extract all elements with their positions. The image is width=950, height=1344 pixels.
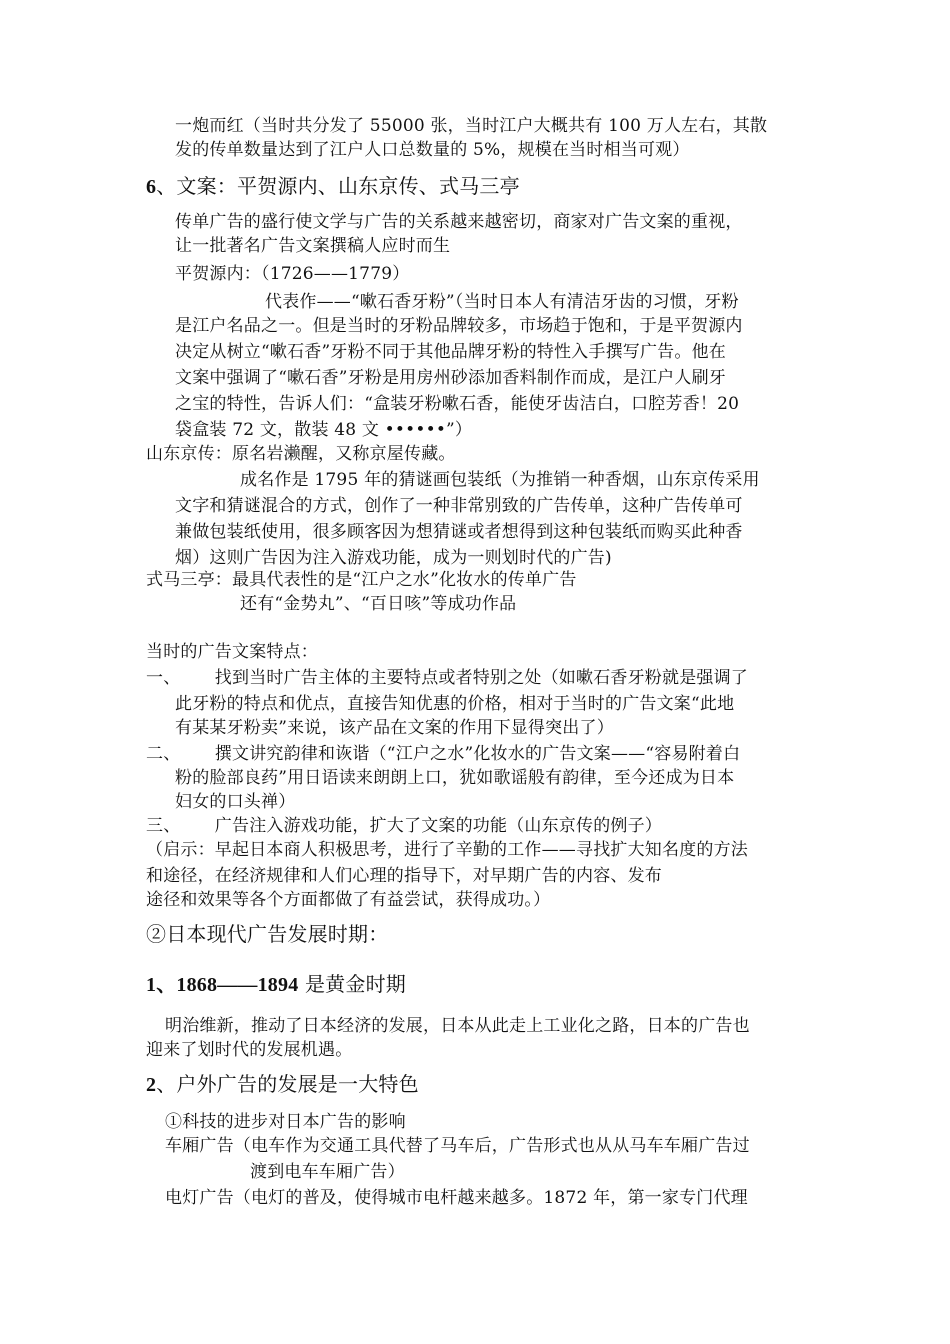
text-line: 之宝的特性，告诉人们：“盒装牙粉嗽石香，能使牙齿洁白，口腔芳香！20 <box>175 394 740 414</box>
text-line: 途径和效果等各个方面都做了有益尝试，获得成功。） <box>146 890 551 910</box>
text-line: 文案中强调了“嗽石香”牙粉是用房州砂添加香料制作而成，是江户人刷牙 <box>175 368 726 388</box>
text-line: 烟）这则广告因为注入游戏功能，成为一则划时代的广告) <box>175 548 612 568</box>
text-line: 文字和猜谜混合的方式，创作了一种非常别致的广告传单，这种广告传单可 <box>175 496 743 516</box>
section-heading <box>146 920 388 948</box>
list-item: 三、 广告注入游戏功能，扩大了文案的功能（山东京传的例子） <box>146 816 662 836</box>
heading-text: 、户外广告的发展是一大特色 <box>156 1072 419 1096</box>
list-item: 二、 撰文讲究韵律和诙谐（“江户之水”化妆水的广告文案——“容易附着白 <box>146 744 741 764</box>
text-line: 车厢广告（电车作为交通工具代替了马车后，广告形式也从从马车车厢广告过 <box>165 1136 750 1156</box>
text-line: 此牙粉的特点和优点，直接告知优惠的价格，相对于当时的广告文案“此地 <box>175 694 735 714</box>
text-line: 还有“金势丸”、“百日咳”等成功作品 <box>240 594 517 614</box>
section-heading <box>146 1070 419 1099</box>
text-line: 袋盒装 72 文，散装 48 文 ••••••”） <box>175 420 473 440</box>
section-heading <box>146 970 406 999</box>
heading-years: 1868——1894 <box>176 974 299 996</box>
text-line: 渡到电车车厢广告） <box>250 1162 405 1182</box>
text-line: 发的传单数量达到了江户人口总数量的 5%，规模在当时相当可观） <box>175 140 690 160</box>
text-line: 有某某牙粉卖”来说，该产品在文案的作用下显得突出了） <box>175 718 614 738</box>
section-heading <box>146 172 520 201</box>
text-line: 妇女的口头禅） <box>175 792 296 812</box>
list-item: 一、 找到当时广告主体的主要特点或者特别之处（如嗽石香牙粉就是强调了 <box>146 668 748 688</box>
heading-number: 2 <box>146 1074 157 1096</box>
text-line: 兼做包装纸使用，很多顾客因为想猜谜或者想得到这种包装纸而购买此种香 <box>175 522 743 542</box>
heading-text: 、文案：平贺源内、山东京传、式马三亭 <box>156 174 520 198</box>
text-line: 山东京传：原名岩濑醒，又称京屋传藏。 <box>146 444 456 464</box>
heading-text: ②日本现代广告发展时期： <box>146 922 389 946</box>
text-line: 明治维新，推动了日本经济的发展，日本从此走上工业化之路，日本的广告也 <box>165 1016 750 1036</box>
text-line: 平贺源内：（1726——1779） <box>175 264 410 284</box>
text-line: 电灯广告（电灯的普及，使得城市电杆越来越多。1872 年，第一家专门代理 <box>165 1188 748 1208</box>
text-line: 式马三亭：最具代表性的是“江户之水”化妆水的传单广告 <box>146 570 577 590</box>
text-line: 传单广告的盛行使文学与广告的关系越来越密切，商家对广告文案的重视， <box>175 212 743 232</box>
text-line: 迎来了划时代的发展机遇。 <box>146 1040 353 1060</box>
text-line: 是江户名品之一。但是当时的牙粉品牌较多，市场趋于饱和，于是平贺源内 <box>175 316 743 336</box>
heading-number: 6 <box>146 176 157 198</box>
text-line: （启示：早起日本商人积极思考，进行了辛勤的工作——寻找扩大知名度的方法 <box>146 840 748 860</box>
heading-text: 是黄金时期 <box>298 972 406 996</box>
text-line: 粉的脸部良药”用日语读来朗朗上口，犹如歌谣般有韵律，至今还成为日本 <box>175 768 735 788</box>
text-line: 当时的广告文案特点： <box>146 642 318 662</box>
text-line: 决定从树立“嗽石香”牙粉不同于其他品牌牙粉的特性入手撰写广告。他在 <box>175 342 726 362</box>
text-line: 一炮而红（当时共分发了 55000 张，当时江户大概共有 100 万人左右，其散 <box>175 116 768 136</box>
text-line: 让一批著名广告文案撰稿人应时而生 <box>175 236 451 256</box>
text-line: 和途径，在经济规律和人们心理的指导下，对早期广告的内容、发布 <box>146 866 662 886</box>
heading-number: 1、 <box>146 974 177 996</box>
text-line: 成名作是 1795 年的猜谜画包装纸（为推销一种香烟，山东京传采用 <box>240 470 760 490</box>
text-line: ①科技的进步对日本广告的影响 <box>165 1112 406 1132</box>
text-line: 代表作——“嗽石香牙粉”（当时日本人有清洁牙齿的习惯，牙粉 <box>265 292 739 312</box>
